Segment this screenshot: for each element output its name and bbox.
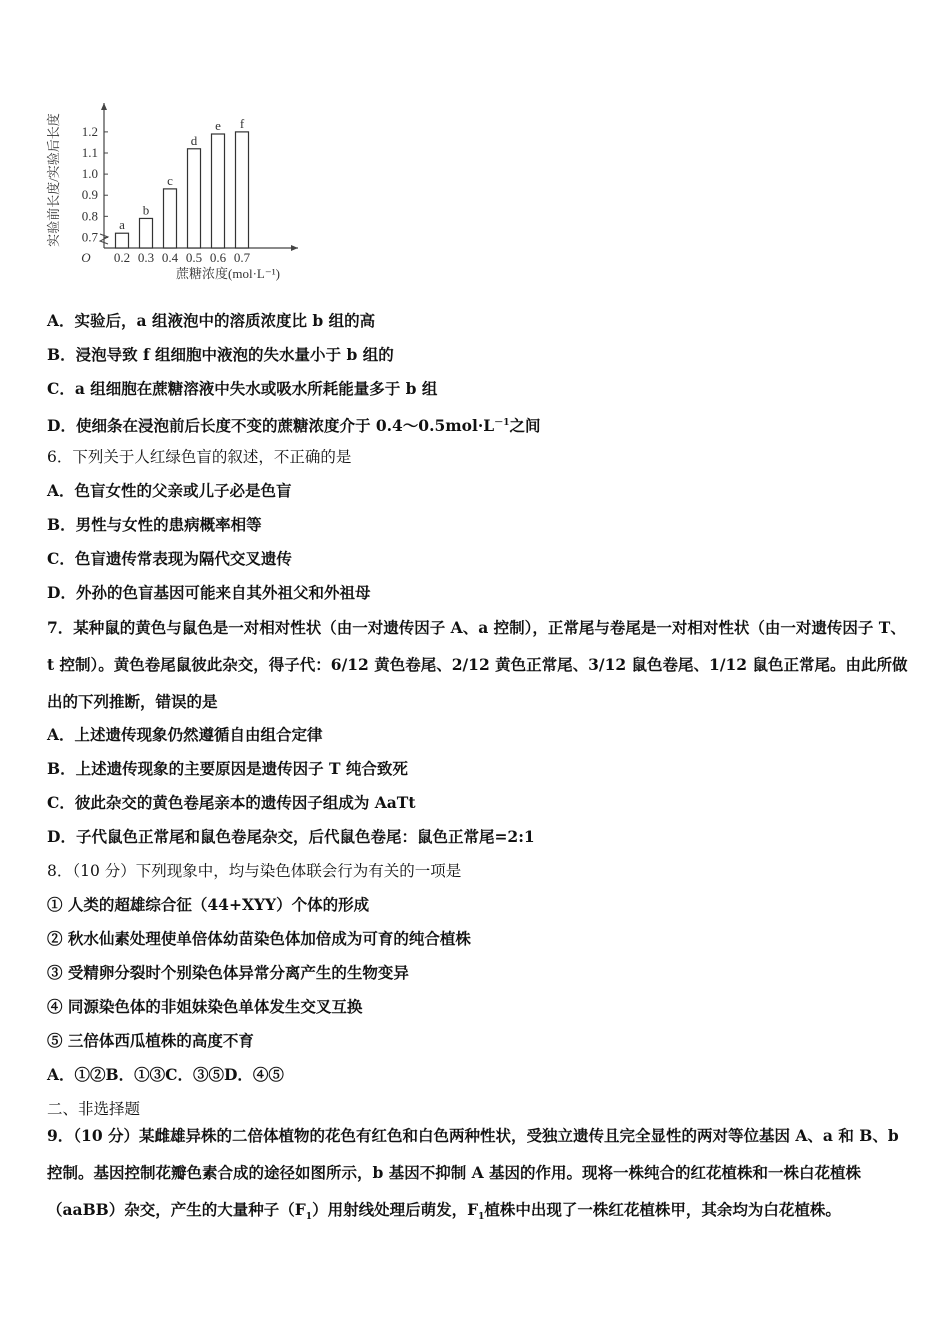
x-tick-label: 0.7 bbox=[233, 250, 251, 265]
q6-option-d: D．外孙的色盲基因可能来自其外祖父和外祖母 bbox=[47, 583, 371, 602]
bar bbox=[164, 189, 177, 248]
y-tick-label: 1.1 bbox=[81, 145, 98, 160]
q7-option-d: D．子代鼠色正常尾和鼠色卷尾杂交，后代鼠色卷尾：鼠色正常尾=2:1 bbox=[47, 827, 535, 846]
q8-options: A．①②B．①③C．③⑤D．④⑤ bbox=[47, 1065, 284, 1084]
y-tick-label: 1.2 bbox=[81, 123, 98, 139]
q5-option-d bbox=[47, 413, 540, 436]
q5-option-a: A．实验后，a 组液泡中的溶质浓度比 b 组的高 bbox=[47, 311, 376, 330]
x-tick-label: 0.4 bbox=[161, 250, 179, 265]
q6-stem: 6．下列关于人红绿色盲的叙述，不正确的是 bbox=[47, 448, 352, 466]
bar bbox=[188, 149, 201, 248]
x-tick-label: 0.3 bbox=[137, 250, 155, 265]
y-axis-title: 实验前长度/实验后长度 bbox=[46, 113, 61, 247]
bar bbox=[140, 218, 153, 248]
q8-stem: 8．（10 分）下列现象中，均与染色体联会行为有关的一项是 bbox=[47, 862, 462, 880]
q9-text-1: 9．（10 分）某雌雄异株的二倍体植物的花色有红色和白色两种性状，受独立遗传且完全显性的两对等位基因 A、a 和 B、b 控制。基因控制花瓣色素合成的途径如图所示，b 基因不抑制 A 基因的作用。现将一株纯合的红花植株和一株白花植株（aaBB）杂交，产生的大量种子（F bbox=[47, 1126, 899, 1219]
section-heading: 二、非选择题 bbox=[47, 1100, 141, 1118]
q7-option-b: B．上述遗传现象的主要原因是遗传因子 T 纯合致死 bbox=[47, 759, 408, 778]
q8-item-1: ① 人类的超雄综合征（44+XYY）个体的形成 bbox=[47, 895, 370, 914]
x-tick-label: 0.6 bbox=[209, 250, 227, 265]
q7-option-c: C．彼此杂交的黄色卷尾亲本的遗传因子组成为 AaTt bbox=[47, 793, 416, 812]
q5-option-c: C．a 组细胞在蔗糖溶液中失水或吸水所耗能量多于 b 组 bbox=[47, 379, 438, 398]
x-tick-label: 0.5 bbox=[185, 250, 203, 265]
x-axis-arrow bbox=[291, 245, 298, 251]
bar-letter-label: a bbox=[119, 217, 125, 233]
bar bbox=[116, 233, 129, 248]
q5-option-b: B．浸泡导致 f 组细胞中液泡的失水量小于 b 组的 bbox=[47, 345, 394, 364]
bar bbox=[236, 132, 249, 248]
bar-letter-label: d bbox=[190, 132, 198, 148]
q8-item-3: ③ 受精卵分裂时个别染色体异常分离产生的生物变异 bbox=[47, 963, 409, 982]
q9-sub-2: 1 bbox=[478, 1212, 485, 1223]
q5-option-d-tail: 之间 bbox=[509, 416, 541, 436]
q9-text-3: 植株中出现了一株红花植株甲，其余均为白花植株。 bbox=[484, 1200, 841, 1219]
q9-sub-1: 1 bbox=[305, 1212, 313, 1223]
q9-text-2: ）用射线处理后萌发，F bbox=[312, 1200, 479, 1219]
x-axis-title: 蔗糖浓度(mol·L⁻¹) bbox=[176, 266, 280, 281]
y-tick-label: 0.7 bbox=[81, 229, 98, 245]
q6-option-c: C．色盲遗传常表现为隔代交叉遗传 bbox=[47, 549, 292, 568]
y-axis-arrow bbox=[101, 103, 107, 110]
q8-item-4: ④ 同源染色体的非姐妹染色单体发生交叉互换 bbox=[47, 997, 363, 1016]
q5-option-d-text: D．使细条在浸泡前后长度不变的蔗糖浓度介于 0.4～0.5mol·L bbox=[47, 416, 495, 436]
axis-break-icon bbox=[100, 234, 108, 244]
bar bbox=[212, 134, 225, 248]
q9-paragraph bbox=[47, 1117, 915, 1236]
q7-option-a: A．上述遗传现象仍然遵循自由组合定律 bbox=[47, 725, 323, 744]
x-tick-label: 0.2 bbox=[113, 250, 131, 265]
q6-option-b: B．男性与女性的患病概率相等 bbox=[47, 515, 262, 534]
q6-option-a: A．色盲女性的父亲或儿子必是色盲 bbox=[47, 481, 292, 500]
bar-letter-label: b bbox=[142, 202, 150, 218]
y-tick-label: 1.0 bbox=[81, 166, 98, 182]
bar-letter-label: c bbox=[167, 172, 173, 188]
bar-chart bbox=[40, 95, 320, 290]
y-tick-label: 0.9 bbox=[81, 187, 98, 203]
q8-item-2: ② 秋水仙素处理使单倍体幼苗染色体加倍成为可育的纯合植株 bbox=[47, 929, 471, 948]
bar-letter-label: f bbox=[239, 115, 245, 131]
q5-option-d-sup: －1 bbox=[494, 418, 510, 428]
bar-letter-label: e bbox=[215, 118, 221, 133]
q7-stem: 7．某种鼠的黄色与鼠色是一对相对性状（由一对遗传因子 A、a 控制），正常尾与卷尾是一对相对性状（由一对遗传因子 T、t 控制）。黄色卷尾鼠彼此杂交，得子代：6/12 黄色卷尾、2/12 黄色正常尾、3/12 鼠色卷尾、1/12 鼠色正常尾。由此所做出的下列推断，错误的是 bbox=[47, 618, 908, 711]
y-tick-label: 0.8 bbox=[81, 208, 98, 224]
origin-label: O bbox=[81, 250, 91, 265]
q8-item-5: ⑤ 三倍体西瓜植株的高度不育 bbox=[47, 1031, 254, 1050]
